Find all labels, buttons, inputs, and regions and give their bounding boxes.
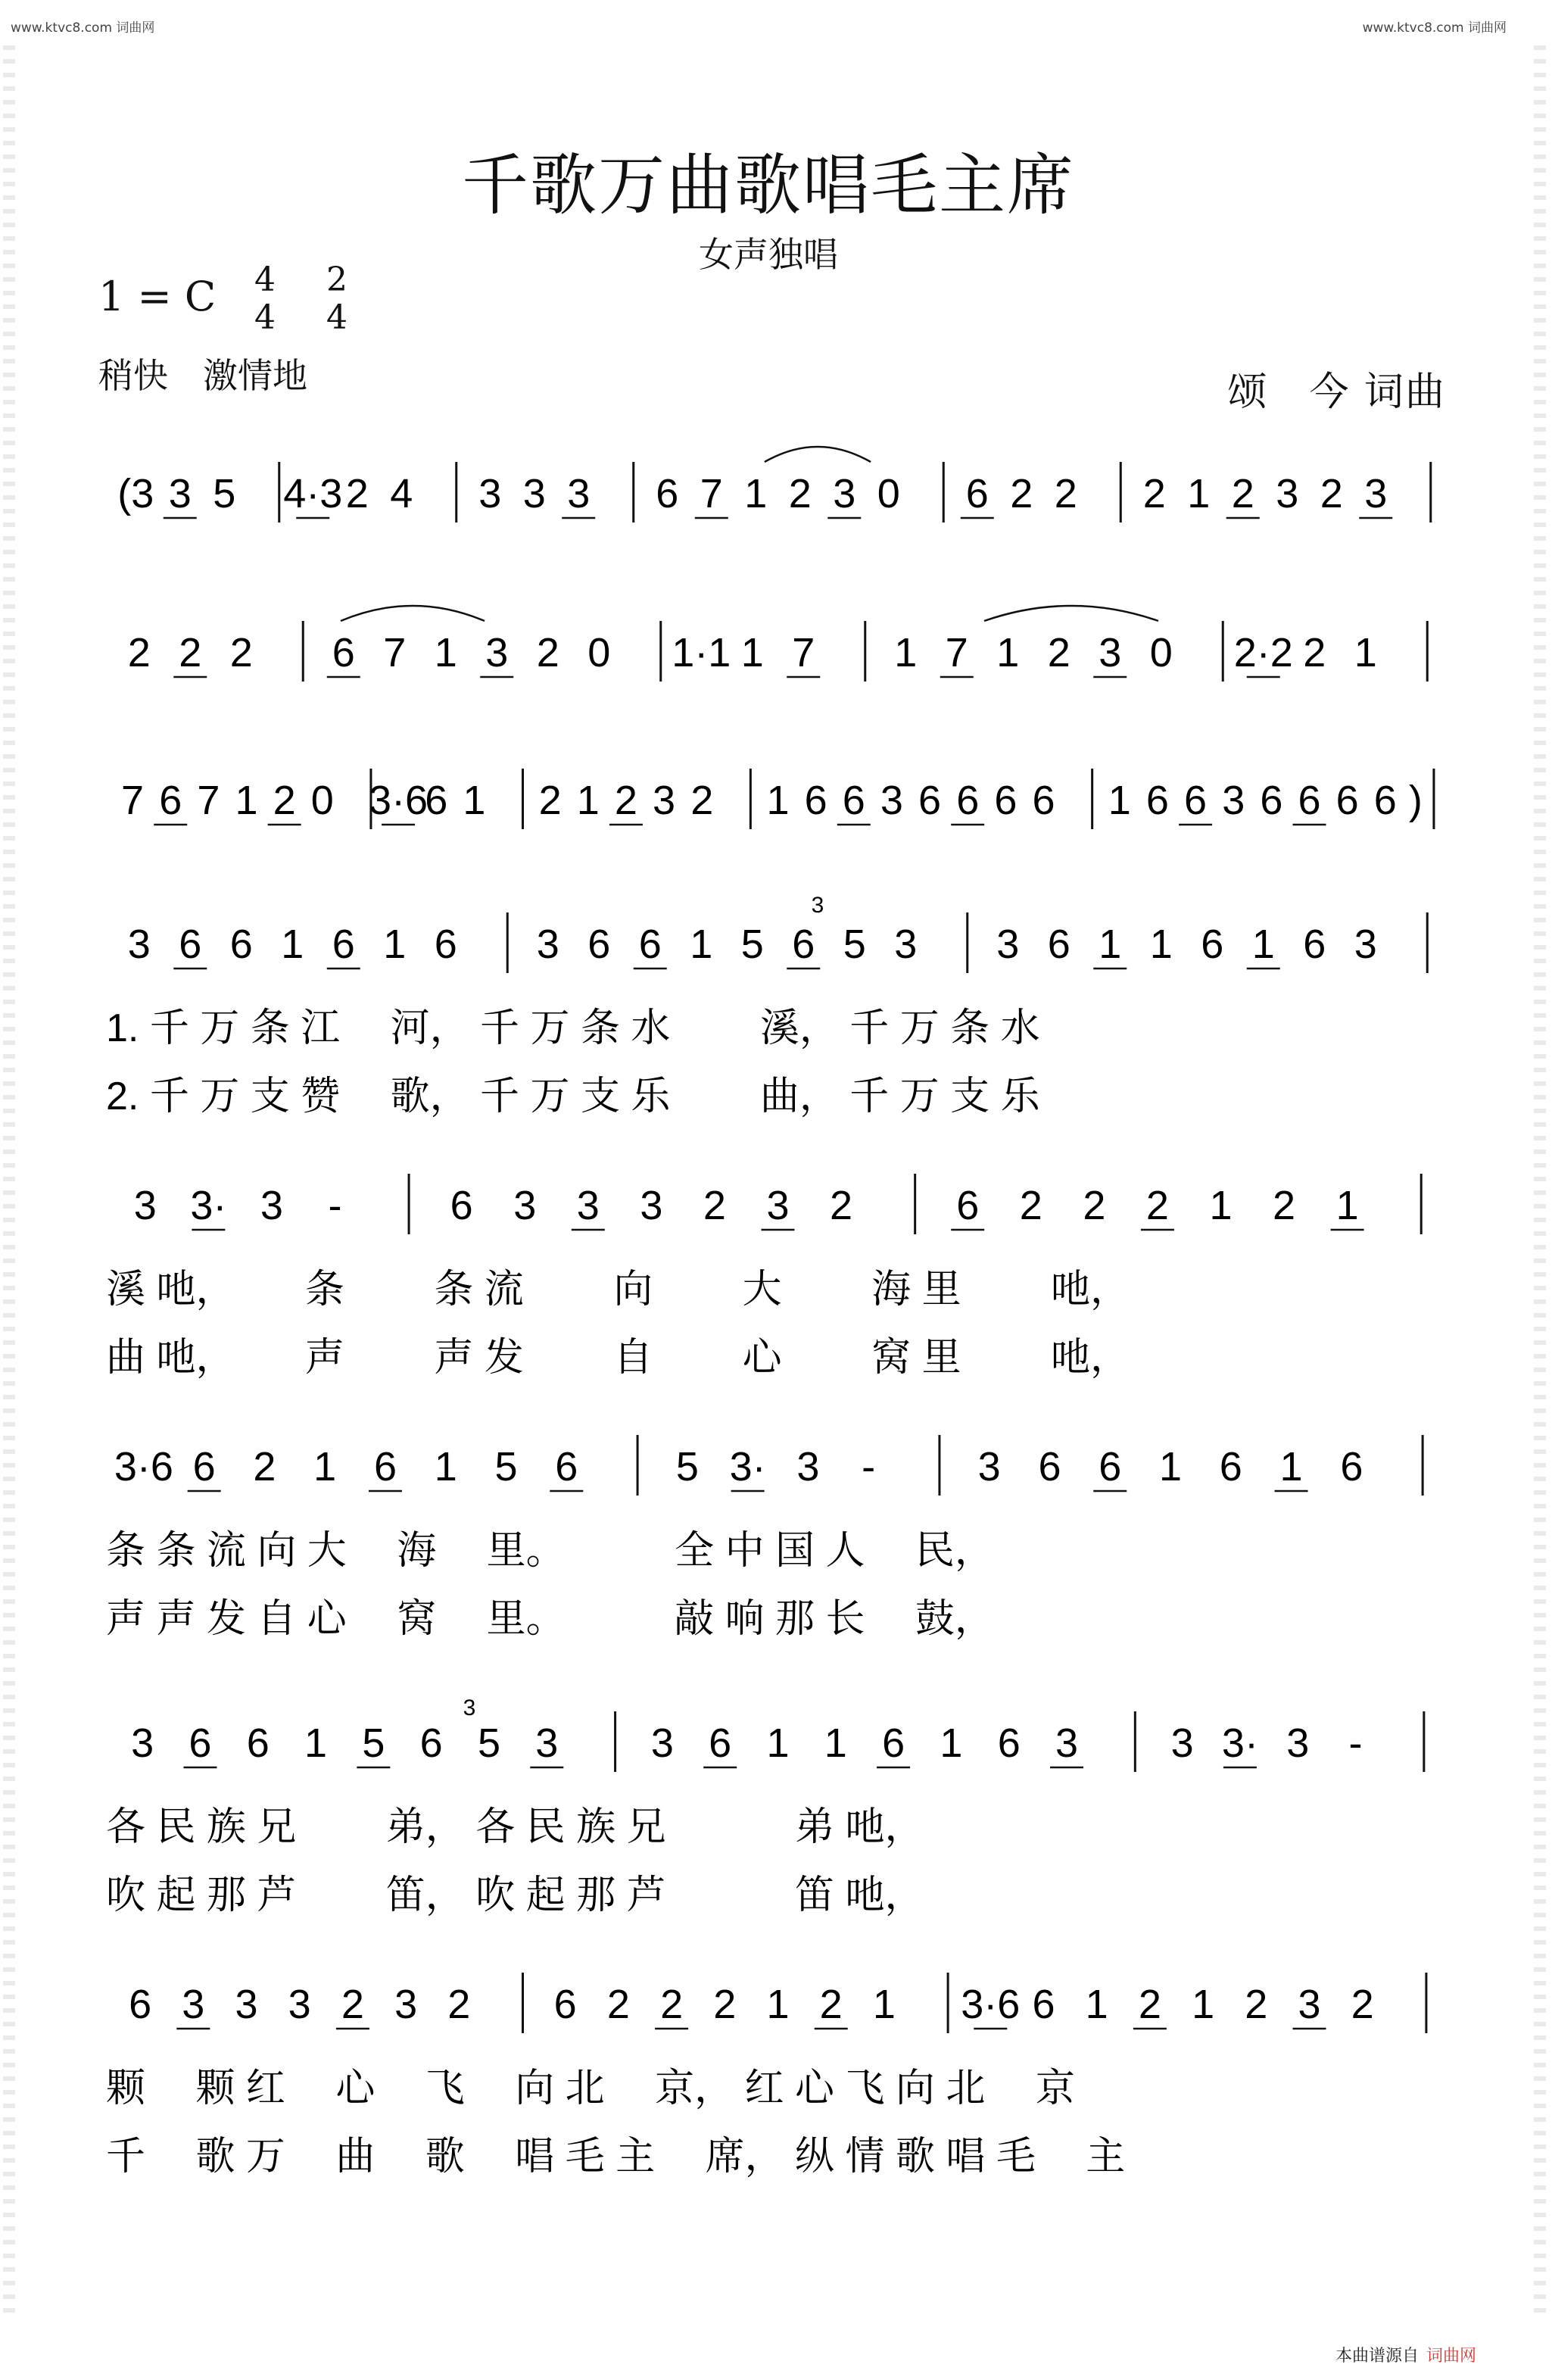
note: 3 [522, 471, 546, 516]
note: 3 [653, 778, 676, 823]
note: 1 [940, 1720, 963, 1766]
note: 7 [945, 630, 968, 675]
note: 3 [1222, 778, 1245, 823]
note: 6 [1219, 1444, 1242, 1489]
note: 6 [1184, 778, 1208, 823]
note: 2 [1303, 630, 1326, 675]
note: 3 [650, 1720, 674, 1766]
note: 6 [842, 778, 865, 823]
note: 3 [394, 1982, 418, 2027]
note: 1 [1149, 922, 1173, 967]
score-row-3 [121, 769, 1434, 829]
note: 3·6 [961, 1982, 1021, 2027]
note: 3 [485, 630, 509, 675]
note: 1 [872, 1982, 896, 2027]
note: 2 [341, 1982, 364, 2027]
note: 1 [740, 630, 764, 675]
note: 6 [425, 778, 448, 823]
note: 3 [1276, 471, 1299, 516]
note: 3 [576, 1183, 600, 1228]
lyric-line-1: 1. 千 万 条 江 河， 千 万 条 水 溪， 千 万 条 水 [106, 1006, 1040, 1050]
meter-1-bottom: 4 [254, 298, 276, 337]
tempo-marking: 稍快 激情地 [98, 355, 307, 396]
note: 2 [447, 1982, 471, 2027]
footer-source [1335, 2343, 1476, 2366]
note: 6 [373, 1444, 397, 1489]
note: 1 [1108, 778, 1131, 823]
note: 6 [1335, 778, 1359, 823]
note: 3 [894, 922, 918, 967]
note: 1 [1209, 1183, 1233, 1228]
slur-2 [341, 606, 485, 621]
note: 3· [190, 1183, 227, 1228]
note: 6 [1032, 778, 1055, 823]
note: 1 [576, 778, 600, 823]
note: 2 [273, 778, 296, 823]
note: 2 [1231, 471, 1254, 516]
note: 6 [555, 1444, 578, 1489]
footer-source-text: 本曲谱源自 [1335, 2347, 1419, 2366]
note: 1 [1099, 922, 1122, 967]
note: 3 [513, 1183, 537, 1228]
note: 6 [246, 1720, 270, 1766]
note: 3 [567, 471, 591, 516]
note: 6 [229, 922, 253, 967]
note: 7 [121, 778, 145, 823]
note: 6 [997, 1720, 1021, 1766]
note: 3 [133, 1183, 157, 1228]
meter-2-top: 2 [326, 260, 347, 299]
note: 6 [1201, 922, 1224, 967]
note: 6 [965, 471, 989, 516]
note: 3 [288, 1982, 311, 2027]
note: 2 [538, 778, 562, 823]
note: 3· [729, 1444, 766, 1489]
note: 5 [494, 1444, 518, 1489]
note: 6 [638, 922, 662, 967]
score-row-2 [128, 621, 1428, 682]
note: 1 [766, 1982, 790, 2027]
note: 3 [1364, 471, 1388, 516]
note: 6 [804, 778, 827, 823]
note: 3 [182, 1982, 205, 2027]
note: 1 [434, 1444, 457, 1489]
note: 3 [127, 922, 151, 967]
lyric-line-1: 溪 吔， 条 条 流 向 大 海 里 吔， [106, 1268, 1130, 1312]
note: 5 [213, 471, 236, 516]
note: 1 [1085, 1982, 1108, 2027]
note: - [328, 1183, 342, 1228]
note: 6 [189, 1720, 212, 1766]
note: 1 [1335, 1183, 1359, 1228]
note: 3·6 [114, 1444, 173, 1489]
note: 3 [260, 1183, 283, 1228]
note: 1 [1354, 630, 1377, 675]
note: 6 [1340, 1444, 1363, 1489]
lyric-line-2: 曲 吔， 声 声 发 自 心 窝 里 吔， [106, 1336, 1130, 1380]
note: 2 [179, 630, 202, 675]
note: 2 [703, 1183, 726, 1228]
note: 6 [1373, 778, 1397, 823]
note: 6 [434, 922, 457, 967]
note: 6 [179, 922, 202, 967]
note: 6 [1303, 922, 1326, 967]
note: 6 [709, 1720, 732, 1766]
note: 1 [304, 1720, 328, 1766]
note: 6 [1298, 778, 1321, 823]
note: 3 [1099, 630, 1122, 675]
lyric-line-2: 吹 起 那 芦 笛， 吹 起 那 芦 笛 吔， [106, 1873, 924, 1917]
note: 1 [434, 630, 457, 675]
note: (3 [117, 471, 154, 516]
note: 5 [740, 922, 764, 967]
note: 1 [1158, 1444, 1183, 1489]
lyric-line-1: 颗 颗 红 心 飞 向 北 京， 红 心 飞 向 北 京 [106, 2067, 1075, 2110]
note: - [862, 1444, 876, 1489]
header-site-left: www.ktvc8.com 词曲网 [11, 20, 155, 36]
note: 3 [131, 1720, 154, 1766]
note: 6 [332, 922, 355, 967]
note: 7 [792, 630, 815, 675]
note: 2 [253, 1444, 276, 1489]
note: 3 [478, 471, 502, 516]
score-title: 千歌万曲歌唱毛主席 [461, 146, 1075, 224]
triplet-mark-1: 3 [811, 893, 824, 918]
lyric-line-1: 各 民 族 兄 弟， 各 民 族 兄 弟 吔， [106, 1805, 924, 1849]
note: 2 [127, 630, 151, 675]
score-row-1 [117, 462, 1431, 522]
slur-3 [984, 606, 1158, 621]
note: 2 [229, 630, 253, 675]
score-row-7 [106, 1711, 1424, 1917]
note: 6 [159, 778, 182, 823]
triplet-mark-2: 3 [463, 1695, 476, 1720]
note: 2 [788, 471, 812, 516]
note: 1 [824, 1720, 847, 1766]
note: 2 [1010, 471, 1033, 516]
note: 3 [640, 1183, 663, 1228]
note: 2 [1351, 1982, 1374, 2027]
note: 6 [956, 778, 980, 823]
note: 3· [1221, 1720, 1258, 1766]
note: 2 [819, 1982, 843, 2027]
note: 2 [1138, 1982, 1161, 2027]
score-subtitle: 女声独唱 [699, 234, 838, 275]
note: 1 [1192, 1982, 1215, 2027]
note: 1 [1187, 471, 1211, 516]
note: 1 [766, 778, 790, 823]
note: 1 [996, 630, 1020, 675]
note: 0 [587, 630, 611, 675]
note: 3 [796, 1444, 820, 1489]
note: 2 [1320, 471, 1343, 516]
note: 3 [833, 471, 856, 516]
note: 3 [1286, 1720, 1310, 1766]
note: 6 [192, 1444, 216, 1489]
note: 6 [129, 1982, 152, 2027]
note: 5 [675, 1444, 699, 1489]
note: 0 [310, 778, 334, 823]
note: 1 [383, 922, 407, 967]
note: 6 [1032, 1982, 1055, 2027]
note: 6 [918, 778, 942, 823]
note: 7 [383, 630, 407, 675]
note: 7 [700, 471, 723, 516]
note: 6 [1260, 778, 1283, 823]
note: 2 [606, 1982, 630, 2027]
score-row-5 [106, 1174, 1421, 1380]
note: 1 [766, 1720, 790, 1766]
note: 6 [792, 922, 815, 967]
note: 4·3 [283, 471, 343, 516]
note: 6 [656, 471, 679, 516]
note: 2 [690, 778, 714, 823]
note: 1 [463, 778, 486, 823]
note: 6 [882, 1720, 905, 1766]
note: 6 [450, 1183, 473, 1228]
note: 6 [553, 1982, 577, 2027]
footer-brand: 词曲网 [1426, 2347, 1476, 2366]
note: 2 [614, 778, 637, 823]
meter-2-bottom: 4 [326, 298, 347, 337]
note: 2 [660, 1982, 684, 2027]
note: 1 [235, 778, 258, 823]
note: 2 [1019, 1183, 1042, 1228]
note: 2·2 [1233, 630, 1293, 675]
note: 0 [877, 471, 900, 516]
note: 5 [362, 1720, 385, 1766]
note: 3 [977, 1444, 1001, 1489]
note: 6 [1145, 778, 1169, 823]
note: 2 [1245, 1982, 1268, 2027]
note: 1 [1251, 922, 1275, 967]
note: 2 [1142, 471, 1166, 516]
note: 6 [994, 778, 1018, 823]
note: 2 [830, 1183, 853, 1228]
note: 3 [536, 922, 559, 967]
note: 3 [1298, 1982, 1321, 2027]
lyric-line-1: 条 条 流 向 大 海 里。 全 中 国 人 民， [106, 1529, 994, 1573]
score-row-4 [106, 912, 1427, 1118]
lyric-line-2: 千 歌 万 曲 歌 唱 毛 主 席， 纵 情 歌 唱 毛 主 [106, 2135, 1126, 2179]
key-signature: 1 = C [98, 273, 217, 320]
note: 1 [313, 1444, 337, 1489]
note: 2 [536, 630, 559, 675]
note: 2 [1083, 1183, 1106, 1228]
lyric-line-2: 2. 千 万 支 赞 歌， 千 万 支 乐 曲， 千 万 支 乐 [106, 1075, 1040, 1118]
note: 0 [1149, 630, 1173, 675]
note: 3 [996, 922, 1020, 967]
note: 1 [744, 471, 768, 516]
note: 6 [587, 922, 611, 967]
note: - [1348, 1720, 1363, 1766]
note: 1·1 [672, 630, 731, 675]
note: 7 [197, 778, 220, 823]
author-credit: 颂 今 词曲 [1227, 370, 1446, 415]
note: 6 [1038, 1444, 1061, 1489]
note: 3 [880, 778, 903, 823]
note: 2 [1047, 630, 1071, 675]
lyric-line-2: 声 声 发 自 心 窝 里。 敲 响 那 长 鼓， [106, 1597, 994, 1641]
note: 3 [535, 1720, 559, 1766]
header-site-right: www.ktvc8.com 词曲网 [1362, 20, 1507, 36]
note: 6 [1047, 922, 1071, 967]
note: 6 [956, 1183, 980, 1228]
note: 3 [1354, 922, 1377, 967]
note: 6 [419, 1720, 443, 1766]
note: 5 [477, 1720, 501, 1766]
note: 1 [690, 922, 713, 967]
note: 2 [713, 1982, 737, 2027]
note: 5 [843, 922, 866, 967]
note: 1 [281, 922, 304, 967]
note: 3·6 [369, 778, 429, 823]
meter-1-top: 4 [254, 260, 276, 299]
note: 3 [766, 1183, 790, 1228]
note: 6 [1099, 1444, 1122, 1489]
note: 3 [235, 1982, 258, 2027]
note: 2 [1145, 1183, 1169, 1228]
note: ) [1408, 778, 1423, 823]
note: 2 [1273, 1183, 1296, 1228]
note: 2 [345, 471, 369, 516]
note: 3 [1170, 1720, 1194, 1766]
score-row-8 [106, 1973, 1426, 2179]
note: 6 [332, 630, 355, 675]
note: 4 [390, 471, 413, 516]
note: 3 [1055, 1720, 1079, 1766]
slur-1 [765, 447, 871, 462]
note: 1 [1279, 1444, 1303, 1489]
note: 1 [894, 630, 918, 675]
score-row-6 [106, 1435, 1423, 1641]
note: 2 [1054, 471, 1077, 516]
note: 3 [168, 471, 192, 516]
